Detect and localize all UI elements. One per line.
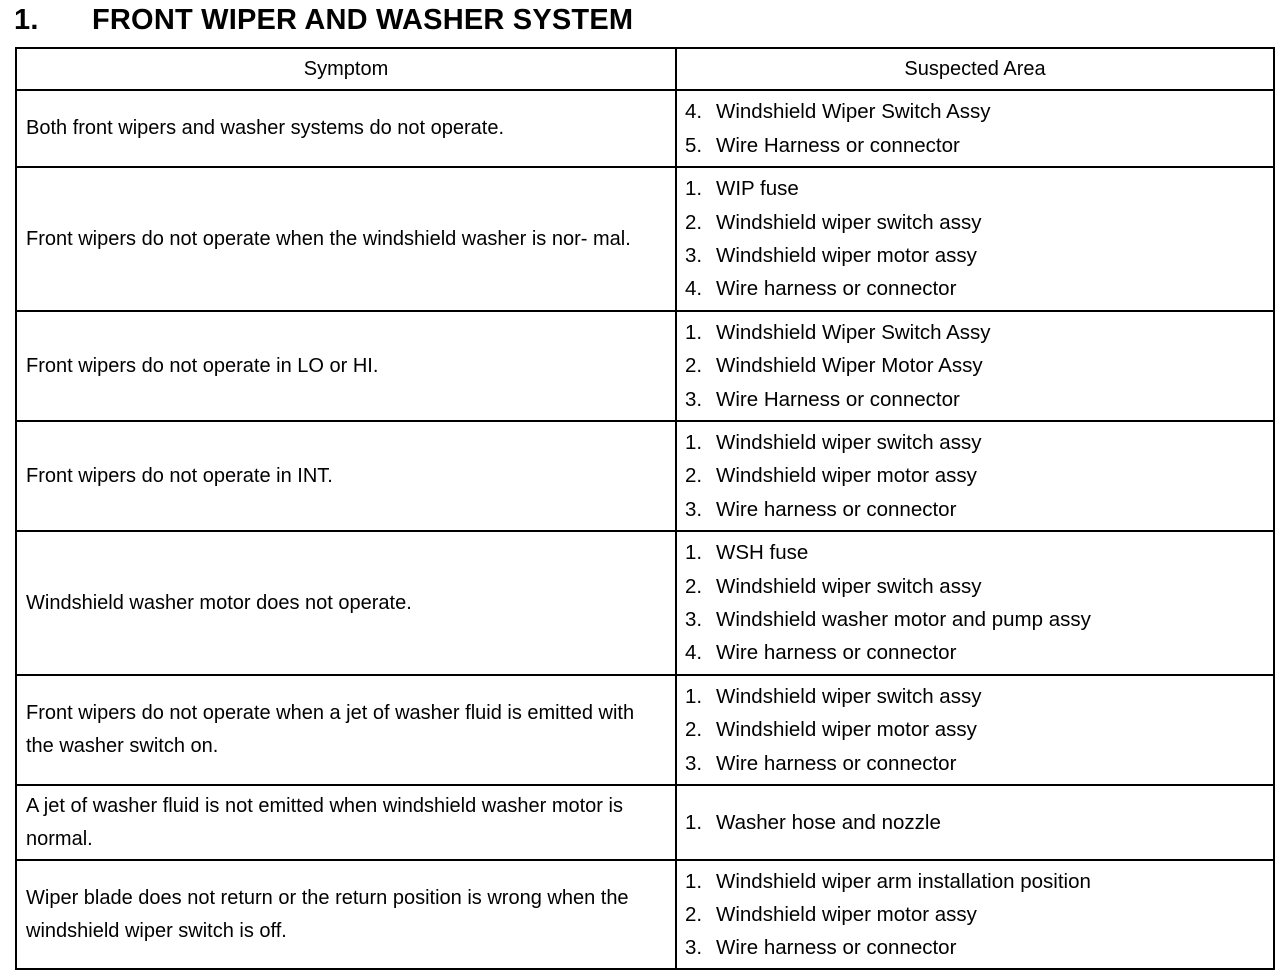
suspected-area-cell	[676, 675, 1274, 785]
item-text: Windshield wiper motor assy	[716, 902, 977, 926]
list-item	[685, 747, 1265, 780]
item-number: 3.	[685, 751, 703, 775]
list-item	[685, 172, 1265, 205]
item-text: Wire harness or connector	[716, 641, 957, 665]
symptom-cell: Wiper blade does not return or the return position is wrong when the windshield wiper switch is off.	[16, 860, 676, 969]
item-text: Wire harness or connector	[716, 751, 957, 775]
header-symptom: Symptom	[16, 48, 676, 90]
suspected-area-cell	[676, 311, 1274, 421]
item-text: Wire Harness or connector	[716, 387, 960, 411]
suspected-area-cell	[676, 90, 1274, 167]
item-number: 1.	[685, 869, 703, 893]
table-row	[16, 860, 1274, 969]
table-header-row	[16, 48, 1274, 90]
item-number: 2.	[685, 210, 703, 234]
suspected-area-list	[685, 865, 1265, 965]
item-text: Wire Harness or connector	[716, 133, 960, 157]
list-item	[685, 459, 1265, 492]
item-text: Windshield wiper switch assy	[716, 685, 982, 709]
item-number: 2.	[685, 902, 703, 926]
item-text: Windshield Wiper Motor Assy	[716, 354, 983, 378]
item-text: Windshield wiper motor assy	[716, 464, 977, 488]
item-number: 2.	[685, 354, 703, 378]
list-item	[685, 898, 1265, 931]
list-item	[685, 383, 1265, 416]
list-item	[685, 95, 1265, 128]
item-text: Windshield wiper switch assy	[716, 431, 982, 455]
list-item	[685, 493, 1265, 526]
item-number: 2.	[685, 574, 703, 598]
item-text: Windshield wiper motor assy	[716, 244, 977, 267]
item-text: Windshield wiper motor assy	[716, 718, 977, 742]
item-text: WSH fuse	[716, 541, 809, 565]
item-number: 1.	[685, 321, 703, 345]
list-item	[685, 349, 1265, 382]
symptom-cell: Front wipers do not operate in INT.	[16, 421, 676, 531]
item-text: Windshield wiper arm installation position	[716, 869, 1091, 893]
item-number: 3.	[685, 244, 703, 267]
suspected-area-list	[685, 426, 1265, 526]
item-number: 4.	[685, 641, 703, 665]
list-item	[685, 129, 1265, 162]
suspected-area-list	[685, 680, 1265, 780]
suspected-area-cell	[676, 421, 1274, 531]
item-text: Windshield wiper switch assy	[716, 210, 982, 234]
list-item	[685, 206, 1265, 239]
table-row	[16, 167, 1274, 311]
item-number: 4.	[685, 100, 703, 124]
item-number: 4.	[685, 277, 703, 301]
item-text: Wire harness or connector	[716, 277, 957, 301]
item-number: 3.	[685, 497, 703, 521]
suspected-area-list	[685, 536, 1265, 669]
symptom-cell: Both front wipers and washer systems do not operate.	[16, 90, 676, 167]
list-item	[685, 680, 1265, 713]
suspected-area-cell	[676, 167, 1274, 311]
item-number: 1.	[685, 685, 703, 709]
suspected-area-list	[685, 806, 1265, 839]
item-number: 3.	[685, 936, 703, 960]
item-text: Washer hose and nozzle	[716, 810, 941, 834]
troubleshooting-table	[15, 47, 1275, 970]
list-item	[685, 865, 1265, 898]
list-item	[685, 272, 1265, 305]
list-item	[685, 806, 1265, 839]
item-text: Windshield wiper switch assy	[716, 574, 982, 598]
item-text: Wire harness or connector	[716, 497, 957, 521]
list-item	[685, 316, 1265, 349]
item-text: Windshield Wiper Switch Assy	[716, 321, 991, 345]
symptom-cell: Front wipers do not operate when the windshield washer is nor- mal.	[16, 167, 676, 311]
item-text: Windshield washer motor and pump assy	[716, 608, 1091, 631]
suspected-area-cell	[676, 785, 1274, 860]
suspected-area-list	[685, 316, 1265, 416]
table-row	[16, 531, 1274, 675]
item-number: 3.	[685, 608, 703, 631]
symptom-cell: Front wipers do not operate when a jet of washer fluid is emitted with the washer switch on.	[16, 675, 676, 785]
table-row	[16, 785, 1274, 860]
list-item	[685, 570, 1265, 603]
item-number: 1.	[685, 177, 703, 201]
list-item	[685, 931, 1265, 964]
section-heading	[14, 0, 633, 40]
table-row	[16, 311, 1274, 421]
list-item	[685, 426, 1265, 459]
header-suspected-area: Suspected Area	[676, 48, 1274, 90]
symptom-cell: Front wipers do not operate in LO or HI.	[16, 311, 676, 421]
item-number: 1.	[685, 431, 703, 455]
suspected-area-cell	[676, 531, 1274, 675]
list-item	[685, 603, 1265, 636]
item-number: 2.	[685, 464, 703, 488]
item-text: Wire harness or connector	[716, 936, 957, 960]
suspected-area-list	[685, 95, 1265, 162]
symptom-cell: Windshield washer motor does not operate.	[16, 531, 676, 675]
item-number: 5.	[685, 133, 703, 157]
list-item	[685, 713, 1265, 746]
list-item	[685, 239, 1265, 272]
symptom-cell: A jet of washer fluid is not emitted when windshield washer motor is normal.	[16, 785, 676, 860]
suspected-area-cell	[676, 860, 1274, 969]
item-number: 1.	[685, 810, 703, 834]
suspected-area-list	[685, 172, 1265, 305]
item-text: Windshield Wiper Switch Assy	[716, 100, 991, 124]
section-number: 1.	[14, 3, 39, 36]
list-item	[685, 636, 1265, 669]
item-number: 3.	[685, 387, 703, 411]
item-number: 1.	[685, 541, 703, 565]
table-row	[16, 675, 1274, 785]
table-row	[16, 90, 1274, 167]
section-title: FRONT WIPER AND WASHER SYSTEM	[92, 3, 634, 36]
table-row	[16, 421, 1274, 531]
item-number: 2.	[685, 718, 703, 742]
list-item	[685, 536, 1265, 569]
item-text: WIP fuse	[716, 177, 799, 201]
